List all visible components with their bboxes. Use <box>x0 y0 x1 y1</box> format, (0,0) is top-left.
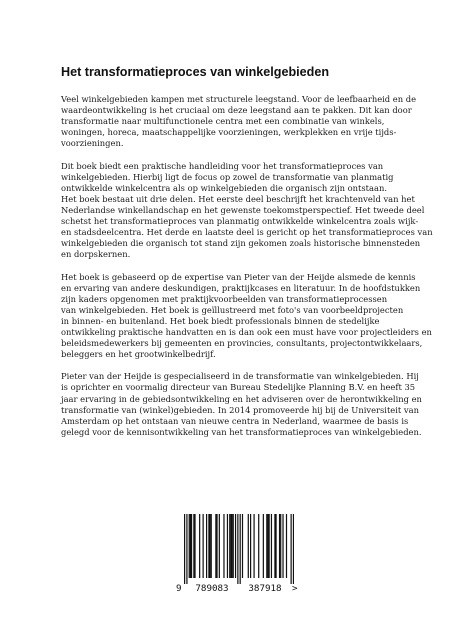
text-line: Het boek is gebaseerd op de expertise van Pieter van der Heijde alsmede de kennis <box>61 271 416 282</box>
text-line: ontwikkelde winkelcentra als op winkelgebieden die organisch zijn ontstaan. <box>61 182 387 193</box>
text-line: beleidsmedewerkers bij gemeenten en provincies, consultants, projectontwikkelaars, <box>61 338 423 349</box>
text-line: van winkelgebieden. Het boek is geïllustreerd met foto's van voorbeeldprojecten <box>61 304 404 315</box>
text-line: Veel winkelgebieden kampen met structurele leegstand. Voor de leefbaarheid en de <box>61 94 417 104</box>
barcode-bar <box>215 514 216 578</box>
isbn-end-marker: > <box>292 583 298 594</box>
isbn-digit-group-right: 387918 <box>248 583 282 594</box>
barcode-bar <box>199 514 200 578</box>
barcode-bar <box>206 514 207 578</box>
barcode-bar <box>227 514 228 578</box>
barcode-bar <box>258 514 259 578</box>
barcode-bar <box>189 514 190 578</box>
isbn-first-digit: 9 <box>176 583 182 594</box>
paragraph-expertise <box>61 271 432 361</box>
paragraph-intro <box>61 94 423 149</box>
text-line: transformatie naar multifunctionele centra met een combinatie van winkels, <box>61 116 385 127</box>
barcode-bar <box>242 514 243 578</box>
barcode-bar <box>191 514 192 578</box>
barcode-bar <box>219 514 220 578</box>
barcode-bar <box>233 514 234 578</box>
text-line: Pieter van der Heijde is gespecialiseerd in de transformatie van winkelgebieden. Hij <box>61 371 419 382</box>
text-line: winkelgebieden. Hierbij ligt de focus op zowel de transformatie van planmatig <box>61 171 394 182</box>
text-line: ontwikkeling praktische handvatten en is dan ook een must have voor projectleiders en <box>61 326 432 337</box>
barcode-bar <box>250 514 251 578</box>
text-line: beleggers en het grootwinkelbedrijf. <box>61 349 216 360</box>
barcode-bar <box>211 514 212 578</box>
text-line: transformatie van (winkel)gebieden. In 2014 promoveerde hij bij de Universiteit van <box>61 404 419 415</box>
paragraph-book-structure <box>61 160 433 261</box>
barcode-bar <box>267 514 268 578</box>
text-line: waardeontwikkeling is het cruciaal om deze leegstand aan te pakken. Dit kan door <box>61 105 412 116</box>
isbn-digit-group-left: 789083 <box>195 583 229 594</box>
paragraph-author-bio <box>61 371 423 438</box>
text-line: en stadsdeelcentra. Het derde en laatste deel is gericht op het transformatieproces van <box>61 227 433 238</box>
page-title: Het transformatieproces van winkelgebieden <box>61 65 330 79</box>
barcode-bar <box>253 514 254 578</box>
text-line: en dorpskernen. <box>61 249 131 260</box>
barcode-bar <box>279 514 280 578</box>
barcode-bar <box>203 514 204 578</box>
barcode-bar <box>280 514 281 578</box>
barcode-bar <box>269 514 270 578</box>
text-line: jaar ervaring in de gebiedsontwikkeling en het adviseren over de herontwikkeling en <box>61 393 422 404</box>
barcode-bar <box>184 514 185 584</box>
blurb-body <box>61 94 433 449</box>
barcode-bar <box>235 514 236 578</box>
barcode-bar <box>266 514 267 578</box>
isbn-number <box>176 583 306 594</box>
text-line: is oprichter en voormalig directeur van Bureau Stedelijke Planning B.V. en heeft 35 <box>61 382 416 393</box>
text-line: winkelgebieden die organisch tot stand zijn gekomen zoals historische binnensteden <box>61 238 421 249</box>
barcode-bar <box>190 514 191 578</box>
barcode-bar <box>230 514 231 578</box>
text-line: in binnen- en buitenland. Het boek biedt professionals binnen de stedelijke <box>61 315 380 326</box>
text-line: Het boek bestaat uit drie delen. Het eerste deel beschrijft het krachtenveld van het <box>61 193 415 204</box>
ean13-barcode-icon <box>184 514 294 584</box>
barcode-bar <box>237 514 238 584</box>
barcode-bar <box>291 514 292 584</box>
barcode-bar <box>209 514 210 578</box>
barcode-bar <box>248 514 249 578</box>
text-line: woningen, horeca, maatschappelijke voorzieningen, werkplekken en vrije tijds- <box>61 127 397 138</box>
text-line: Dit boek biedt een praktische handleiding voor het transformatieproces van <box>61 160 384 171</box>
barcode-bar <box>271 514 272 578</box>
barcode-bar <box>286 514 287 578</box>
barcode-bar <box>231 514 232 578</box>
barcode-bar <box>282 514 283 578</box>
barcode-bar <box>208 514 209 578</box>
barcode-bar <box>240 514 241 584</box>
text-line: Amsterdam op het ontstaan van nieuwe centra in Nederland, waarmee de basis is <box>61 415 409 426</box>
barcode-bar <box>194 514 195 578</box>
text-line: voorzieningen. <box>61 138 124 149</box>
barcode-bar <box>223 514 224 578</box>
text-line: Nederlandse winkellandschap en het gewenste toekomstperspectief. Het tweede deel <box>61 204 425 215</box>
barcode-bars <box>184 514 294 584</box>
text-line: schetst het transformatieproces van planmatig ontwikkelde winkelcentra zoals wijk- <box>61 216 419 227</box>
text-line: zijn kaders opgenomen met praktijkvoorbeelden van transformatieprocessen <box>61 293 388 304</box>
text-line: en ervaring van andere deskundigen, praktijkcases en literatuur. In de hoofdstukken <box>61 282 421 293</box>
barcode-bar <box>275 514 276 578</box>
text-line: gelegd voor de kennisontwikkeling van het transformatieproces van winkelgebieden. <box>61 426 422 437</box>
barcode-bar <box>263 514 264 578</box>
barcode-bar <box>229 514 230 578</box>
barcode-bar <box>274 514 275 578</box>
barcode-bar <box>193 514 194 578</box>
barcode-bar <box>293 514 294 584</box>
barcode-bar <box>186 514 187 584</box>
barcode-bar <box>216 514 217 578</box>
